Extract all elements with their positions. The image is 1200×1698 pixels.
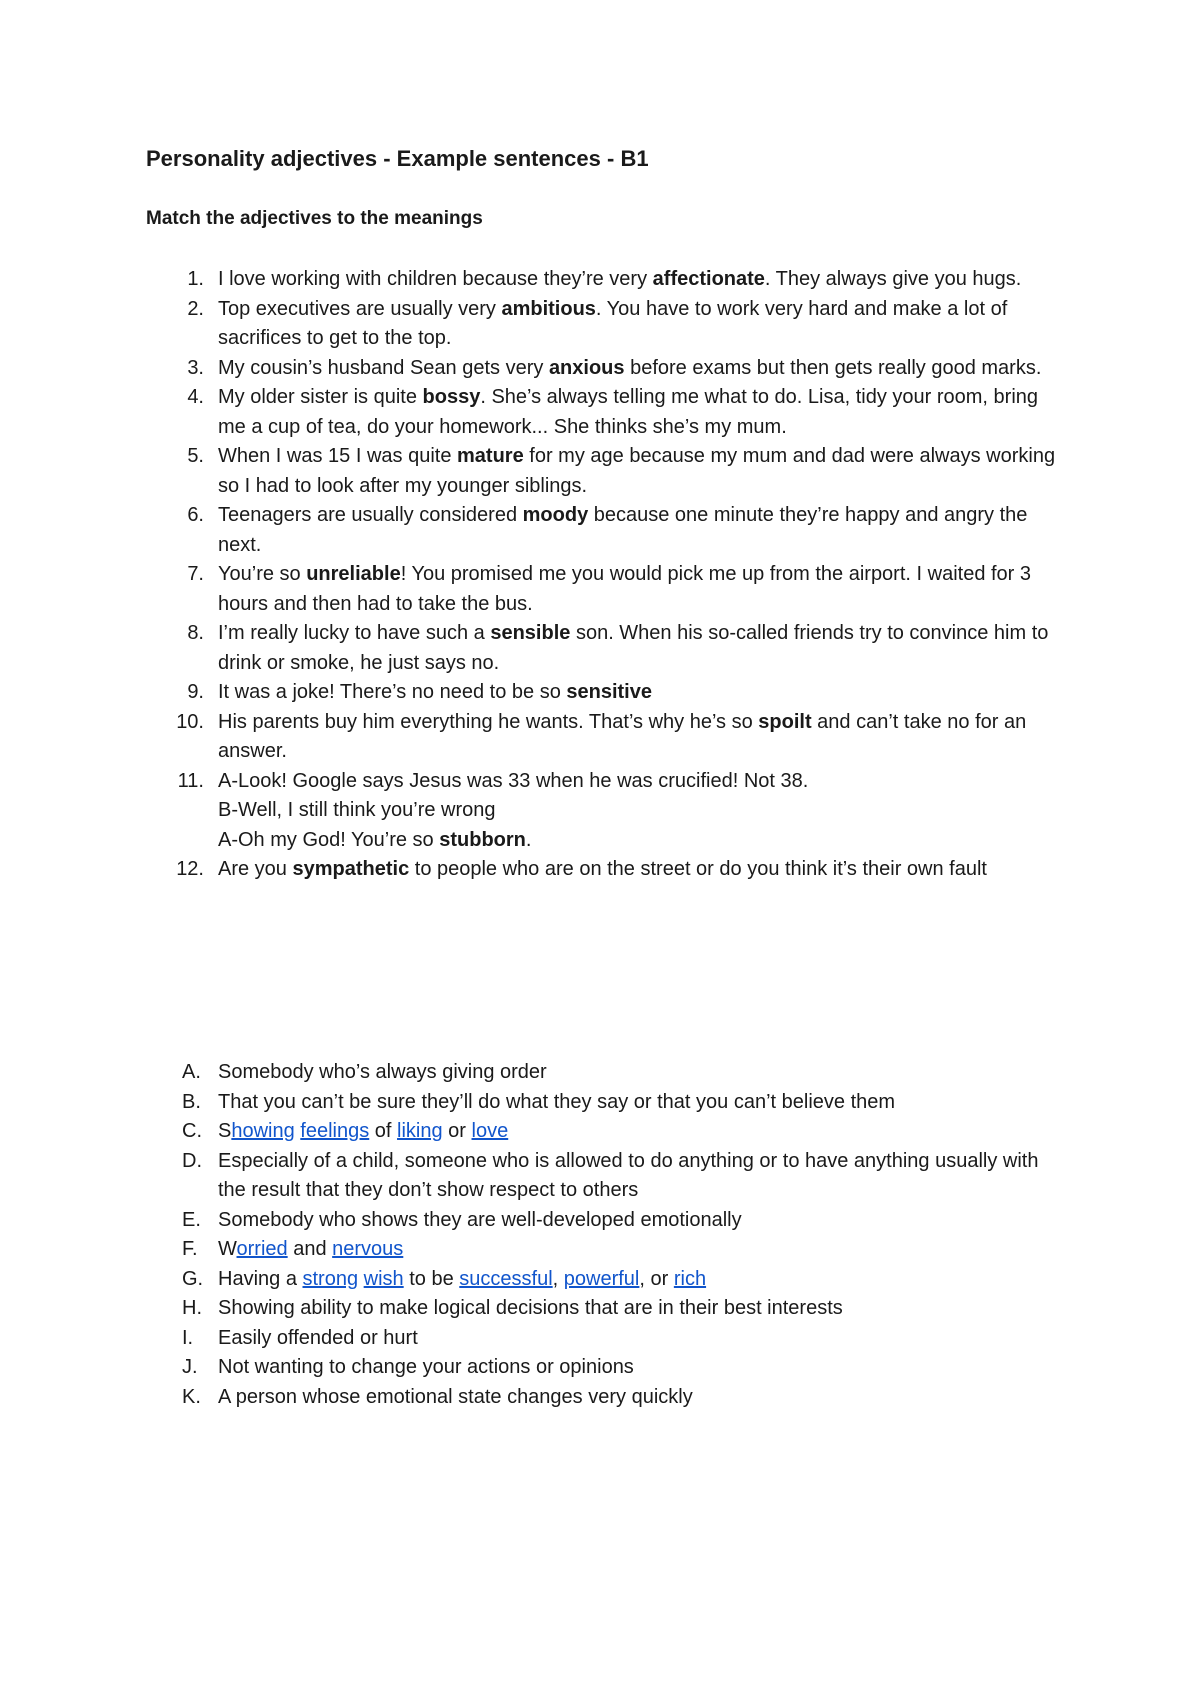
- text-segment: , or: [639, 1267, 674, 1290]
- text-segment: for my age because my mum and dad were always working so I had to look after my younger siblings.: [218, 445, 1056, 497]
- definition-link[interactable]: nervous: [332, 1238, 404, 1260]
- meaning-item-number: F.: [182, 1238, 198, 1260]
- meaning-item: [146, 1324, 1066, 1354]
- text-segment: Somebody who’s always giving order: [218, 1061, 547, 1083]
- meaning-item: [146, 1353, 1066, 1383]
- adjective-keyword: spoilt: [758, 710, 812, 733]
- sentence-item: [146, 295, 1066, 354]
- text-segment: to people who are on the street or do you think it’s their own fault: [409, 858, 987, 880]
- sentence-item: [146, 708, 1066, 767]
- sentence-item-number: 8.: [187, 622, 204, 644]
- text-segment: Easily offended or hurt: [218, 1326, 418, 1349]
- text-segment: to be: [403, 1267, 460, 1290]
- text-segment: You’re so: [218, 563, 307, 585]
- sentence-item: [146, 560, 1066, 619]
- adjective-keyword: sensible: [490, 622, 571, 644]
- text-segment: ! You promised me you would pick me up from the airport. I waited for 3 hours and then had to take the bus.: [218, 563, 1032, 615]
- sentence-item-number: 9.: [187, 681, 204, 703]
- text-segment: Are you: [218, 858, 293, 880]
- text-segment: . You have to work very hard and make a lot of sacrifices to get to the top.: [218, 297, 1008, 349]
- adjective-keyword: stubborn: [439, 828, 526, 851]
- sentence-item-number: 3.: [187, 356, 204, 379]
- sentence-item: [146, 855, 1066, 885]
- text-segment: That you can’t be sure they’ll do what they say or that you can’t believe them: [218, 1090, 896, 1113]
- text-segment: before exams but then gets really good marks.: [624, 356, 1042, 379]
- meaning-item: [146, 1206, 1066, 1236]
- sentence-item: [146, 354, 1066, 384]
- text-segment: A-Oh my God! You’re so: [218, 828, 440, 851]
- text-segment: A-Look! Google says Jesus was 33 when he was crucified! Not 38.: [218, 769, 809, 792]
- sentence-item: [146, 678, 1066, 708]
- text-segment: ,: [552, 1267, 564, 1290]
- meaning-item: [146, 1147, 1066, 1206]
- sentence-item: [146, 501, 1066, 560]
- text-segment: I’m really lucky to have such a: [218, 622, 491, 644]
- text-segment: .: [525, 828, 532, 851]
- meaning-item: [146, 1235, 1066, 1265]
- text-segment: I love working with children because they’re very: [218, 268, 653, 290]
- adjective-keyword: sympathetic: [292, 858, 410, 880]
- text-segment: My cousin’s husband Sean gets very: [218, 356, 549, 379]
- sentence-item-number: 7.: [187, 563, 204, 585]
- meaning-item-number: G.: [182, 1267, 204, 1290]
- text-segment: When I was 15 I was quite: [218, 445, 458, 467]
- adjective-keyword: mature: [457, 445, 524, 467]
- text-segment: or: [442, 1120, 472, 1142]
- example-sentences-list: [146, 265, 1066, 885]
- adjective-keyword: unreliable: [306, 563, 401, 585]
- adjective-keyword: ambitious: [501, 297, 596, 320]
- meaning-item: [146, 1294, 1066, 1324]
- text-segment: . She’s always telling me what to do. Lisa, tidy your room, bring me a cup of tea, do your homework... She thinks she’s my mum.: [218, 386, 1039, 438]
- sentence-item-number: 5.: [187, 445, 204, 467]
- text-segment: W: [218, 1238, 237, 1260]
- page-title: Personality adjectives - Example sentences - B1: [146, 146, 649, 171]
- meaning-item: [146, 1058, 1066, 1088]
- text-segment: My older sister is quite: [218, 386, 423, 408]
- sentence-item-number: 10.: [176, 710, 204, 733]
- sentence-item: [146, 619, 1066, 678]
- adjective-keyword: anxious: [548, 356, 625, 379]
- text-segment: . They always give you hugs.: [764, 268, 1022, 290]
- meaning-item: [146, 1117, 1066, 1147]
- text-segment: S: [218, 1120, 232, 1142]
- sentence-item: [146, 767, 1066, 856]
- definition-link[interactable]: powerful: [563, 1267, 640, 1290]
- definition-link[interactable]: love: [471, 1120, 509, 1142]
- text-segment: Having a: [218, 1267, 303, 1290]
- text-segment: Teenagers are usually considered: [218, 504, 523, 526]
- adjective-keyword: bossy: [422, 386, 481, 408]
- meaning-item-number: C.: [182, 1120, 202, 1142]
- text-segment: It was a joke! There’s no need to be so: [218, 681, 567, 703]
- meaning-item-number: D.: [182, 1149, 202, 1172]
- meaning-item: [146, 1265, 1066, 1295]
- text-segment: His parents buy him everything he wants. That’s why he’s so: [218, 710, 759, 733]
- sentence-item-number: 11.: [177, 769, 204, 792]
- adjective-keyword: moody: [522, 504, 589, 526]
- instruction-heading: Match the adjectives to the meanings: [146, 208, 483, 229]
- text-segment: Somebody who shows they are well-developed emotionally: [218, 1208, 742, 1231]
- meaning-item-number: J.: [182, 1356, 198, 1378]
- sentence-item-number: 2.: [187, 297, 204, 320]
- meaning-item-number: K.: [182, 1385, 201, 1408]
- definition-link[interactable]: successful: [459, 1267, 553, 1290]
- definition-link[interactable]: wish: [363, 1267, 404, 1290]
- text-segment: B-Well, I still think you’re wrong: [218, 799, 496, 821]
- sentence-item-number: 4.: [187, 386, 204, 408]
- adjective-keyword: affectionate: [652, 268, 765, 290]
- sentence-item: [146, 265, 1066, 295]
- meaning-item-number: B.: [182, 1090, 201, 1113]
- meaning-item-number: E.: [182, 1208, 201, 1231]
- text-segment: A person whose emotional state changes very quickly: [218, 1385, 693, 1408]
- text-segment: Top executives are usually very: [218, 297, 502, 320]
- text-segment: Not wanting to change your actions or opinions: [218, 1356, 634, 1378]
- meaning-item-number: H.: [182, 1297, 202, 1319]
- text-segment: son. When his so-called friends try to convince him to drink or smoke, he just says no.: [218, 622, 1049, 674]
- definition-link[interactable]: feelings: [300, 1120, 370, 1142]
- meaning-item-number: I.: [182, 1326, 194, 1349]
- definition-link[interactable]: liking: [397, 1120, 443, 1142]
- definition-link[interactable]: howing: [231, 1120, 295, 1142]
- text-segment: and can’t take no for an answer.: [218, 710, 1027, 762]
- text-segment: Especially of a child, someone who is allowed to do anything or to have anything usually with the result that they don’t show respect to others: [218, 1149, 1039, 1201]
- sentence-item: [146, 442, 1066, 501]
- text-segment: Showing ability to make logical decisions that are in their best interests: [218, 1297, 843, 1319]
- meaning-item: [146, 1088, 1066, 1118]
- sentence-item-number: 12.: [176, 858, 204, 880]
- sentence-item: [146, 383, 1066, 442]
- adjective-keyword: sensitive: [566, 681, 652, 703]
- definition-link[interactable]: orried: [236, 1238, 288, 1260]
- meaning-item: [146, 1383, 1066, 1413]
- definition-link[interactable]: rich: [673, 1267, 707, 1290]
- sentence-item-number: 6.: [187, 504, 204, 526]
- sentence-item-number: 1.: [187, 268, 204, 290]
- meaning-item-number: A.: [182, 1061, 201, 1083]
- text-segment: because one minute they’re happy and angry the next.: [218, 504, 1028, 556]
- text-segment: of: [369, 1120, 398, 1142]
- meanings-list: [146, 1058, 1066, 1412]
- definition-link[interactable]: strong: [302, 1267, 359, 1290]
- text-segment: and: [287, 1238, 333, 1260]
